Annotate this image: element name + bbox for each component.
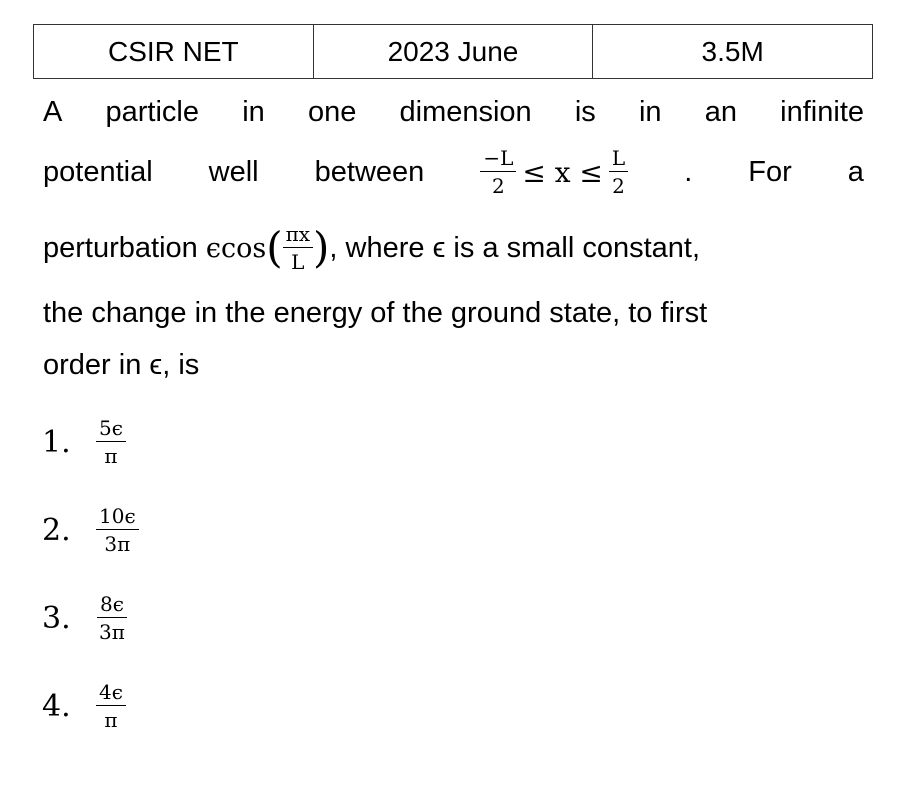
perturbation-denominator: L bbox=[291, 250, 305, 274]
option-numerator: 10ϵ bbox=[96, 506, 139, 530]
word: is bbox=[574, 96, 596, 128]
question-line-1 bbox=[43, 96, 864, 129]
option-fraction bbox=[96, 682, 126, 730]
word: in bbox=[638, 96, 662, 128]
option-3[interactable] bbox=[42, 594, 128, 642]
perturbation-numerator: πx bbox=[283, 224, 313, 248]
option-numerator: 4ϵ bbox=[96, 682, 126, 706]
word: one bbox=[307, 96, 357, 128]
inequality bbox=[480, 148, 628, 196]
option-number: 2. bbox=[42, 512, 71, 548]
right-bound-fraction bbox=[609, 148, 628, 196]
left-paren: ( bbox=[266, 223, 283, 272]
word: For bbox=[748, 155, 792, 188]
left-bound-fraction bbox=[480, 148, 516, 196]
question-line-3 bbox=[43, 224, 864, 272]
option-4[interactable] bbox=[42, 682, 126, 730]
word: infinite bbox=[780, 96, 864, 128]
text: perturbation bbox=[43, 231, 206, 264]
left-bound-denominator: 2 bbox=[491, 174, 505, 198]
word: A bbox=[43, 96, 63, 128]
option-numerator: 5ϵ bbox=[96, 418, 126, 442]
option-number: 1. bbox=[42, 424, 71, 460]
word: an bbox=[704, 96, 737, 128]
text: , where ϵ is a small constant, bbox=[329, 231, 701, 264]
option-number: 3. bbox=[42, 600, 71, 636]
inequality-middle: ≤ x ≤ bbox=[522, 155, 603, 189]
marks-cell: 3.5M bbox=[593, 25, 873, 79]
option-fraction bbox=[96, 418, 126, 466]
option-denominator: 3π bbox=[99, 620, 125, 644]
right-bound-denominator: 2 bbox=[612, 174, 625, 198]
option-denominator: 3π bbox=[104, 532, 131, 556]
option-fraction bbox=[96, 506, 139, 554]
word: potential bbox=[43, 155, 153, 188]
option-number: 4. bbox=[42, 688, 71, 724]
option-fraction bbox=[96, 594, 128, 642]
word: a bbox=[847, 155, 864, 188]
right-paren: ) bbox=[313, 223, 330, 272]
period: . bbox=[684, 155, 693, 188]
word: between bbox=[314, 155, 425, 188]
word: dimension bbox=[399, 96, 532, 128]
exam-session-cell: 2023 June bbox=[313, 25, 593, 79]
option-denominator: π bbox=[104, 444, 118, 468]
word: particle bbox=[105, 96, 200, 128]
word: well bbox=[208, 155, 259, 188]
option-numerator: 8ϵ bbox=[97, 594, 127, 618]
question-line-2 bbox=[43, 148, 864, 196]
option-denominator: π bbox=[104, 708, 118, 732]
question-line-4: the change in the energy of the ground state, to first bbox=[43, 297, 708, 329]
exam-name-cell: CSIR NET bbox=[34, 25, 314, 79]
perturbation-math: ϵcos bbox=[205, 232, 267, 264]
word: in bbox=[242, 96, 265, 128]
right-bound-numerator: L bbox=[609, 148, 628, 172]
perturbation-fraction bbox=[283, 224, 313, 272]
option-1[interactable] bbox=[42, 418, 126, 466]
question-line-5: order in ϵ, is bbox=[43, 349, 200, 381]
header-table bbox=[33, 24, 873, 79]
left-bound-numerator: −L bbox=[480, 148, 516, 172]
option-2[interactable] bbox=[42, 506, 139, 554]
